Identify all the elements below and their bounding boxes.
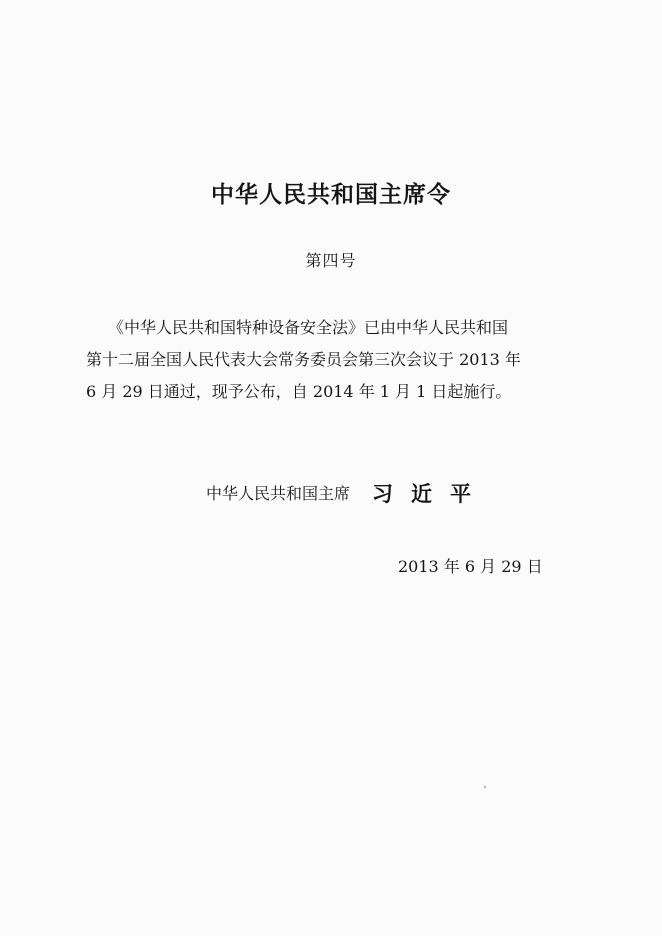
order-number: 第四号 xyxy=(305,251,357,270)
document-title: 中华人民共和国主席令 xyxy=(211,182,451,208)
signature-block xyxy=(206,478,489,508)
body-paragraph xyxy=(86,312,578,408)
signing-date: 2013 年 6 月 29 日 xyxy=(398,557,543,576)
body-line: 6 月 29 日通过，现予公布，自 2014 年 1 月 1 日起施行。 xyxy=(86,382,512,401)
signatory-title: 中华人民共和国主席 xyxy=(206,484,351,503)
body-line: 《中华人民共和国特种设备安全法》已由中华人民共和国 xyxy=(108,318,509,337)
body-line: 第十二届全国人民代表大会常务委员会第三次会议于 2013 年 xyxy=(86,350,521,369)
scan-speck xyxy=(484,786,486,788)
signatory-name: 习近平 xyxy=(372,481,490,506)
